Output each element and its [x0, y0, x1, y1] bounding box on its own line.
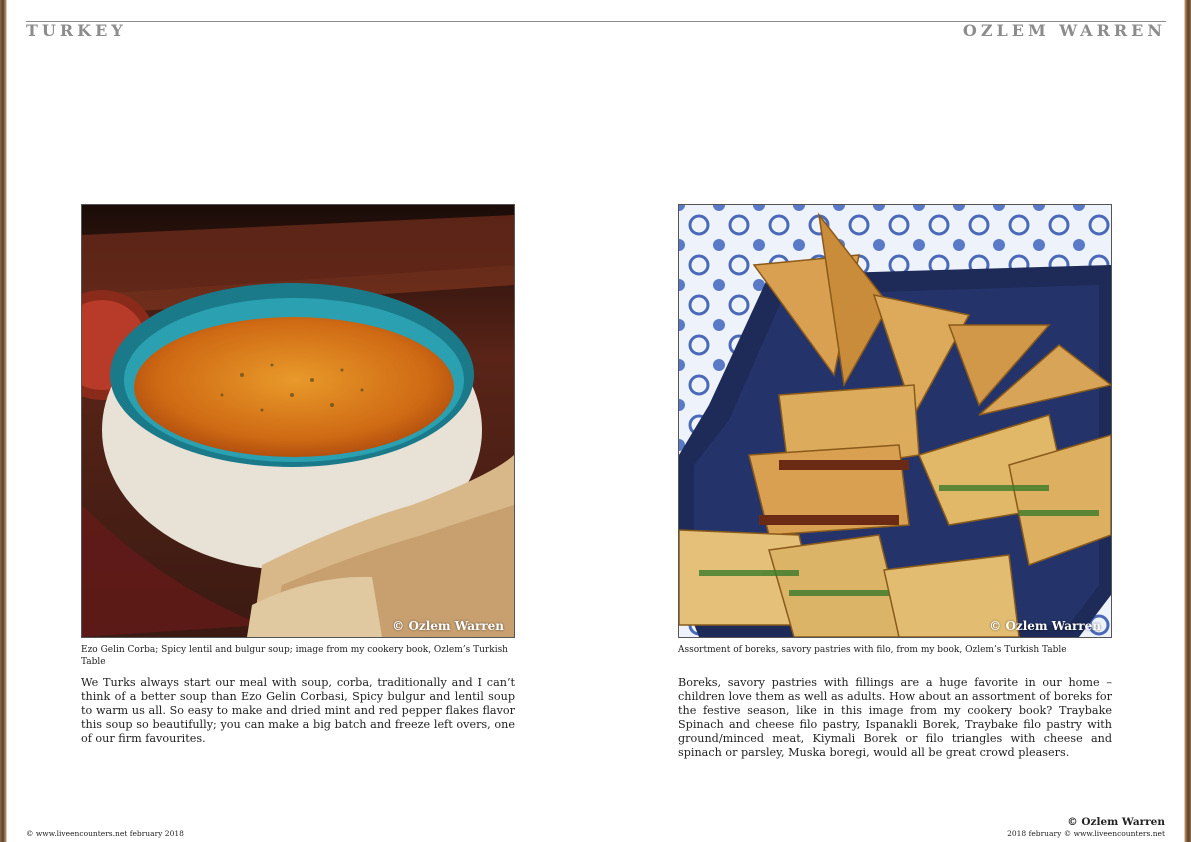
soup-caption: Ezo Gelin Corba; Spicy lentil and bulgur soup; image from my cookery book, Ozlem’s Turkish Table [81, 645, 508, 667]
soup-paragraph: We Turks always start our meal with soup, corba, traditionally and I can’t think of a better soup than Ezo Gelin Corbasi, Spicy bulgur and lentil soup to warm us all. So easy to make and dried mint and red pepper flakes flavor this soup so beautifully; you can make a big batch and freeze left overs, one of our firm favourites. [81, 676, 515, 745]
author-name: OZLEM WARREN [962, 21, 1166, 40]
borek-photo-watermark: © Ozlem Warren [989, 619, 1101, 633]
footer-right: 2018 february © www.liveencounters.net [1007, 829, 1165, 838]
soup-photo-watermark: © Ozlem Warren [392, 619, 504, 633]
footer-left: © www.liveencounters.net february 2018 [26, 829, 184, 838]
borek-paragraph: Boreks, savory pastries with fillings are a huge favorite in our home – children love them as well as adults. How about an assortment of boreks for the festive season, like in this image from my cookery book? Traybake Spinach and cheese filo pastry, Ispanakli Borek, Traybake filo pastry with ground/minced meat, Kiymali Borek or filo triangles with cheese and spinach or parsley, Muska boregi, would all be great crowd pleasers. [678, 676, 1112, 759]
borek-caption: Assortment of boreks, savory pastries with filo, from my book, Ozlem’s Turkish Table [678, 645, 1067, 655]
section-title: TURKEY [26, 21, 127, 40]
soup-photo [81, 204, 515, 638]
borek-photo [678, 204, 1112, 638]
footer-copyright: © Ozlem Warren [1067, 816, 1165, 828]
